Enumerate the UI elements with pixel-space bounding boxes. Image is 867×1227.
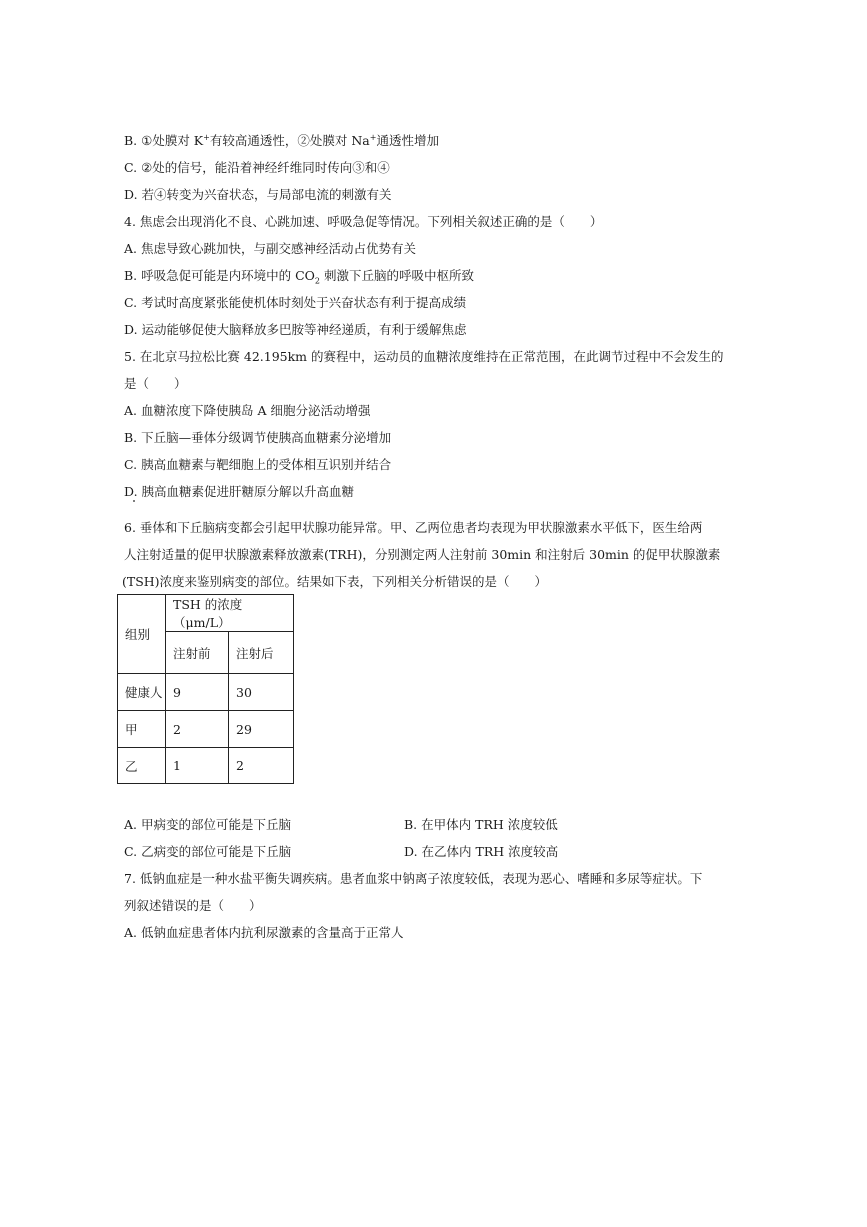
q3-option-b-sup-1: + — [203, 132, 210, 142]
q3-option-d: D. 若④转变为兴奋状态，与局部电流的刺激有关 — [124, 187, 392, 202]
q6-option-d: D. 在乙体内 TRH 浓度较高 — [404, 844, 559, 859]
q4-option-b-text-1: B. 呼吸急促可能是内环境中的 CO — [124, 268, 315, 283]
q7-stem-line-1: 7. 低钠血症是一种水盐平衡失调疾病。患者血浆中钠离子浓度较低，表现为恶心、嗜睡和多尿等症状。下 — [124, 871, 703, 886]
q5-option-a: A. 血糖浓度下降使胰岛 A 细胞分泌活动增强 — [124, 403, 371, 418]
q5-option-d: D. 胰高血糖素促进肝糖原分解以升高血糖 — [124, 484, 355, 499]
q6-option-b: B. 在甲体内 TRH 浓度较低 — [404, 817, 558, 832]
q6-option-a: A. 甲病变的部位可能是下丘脑 — [124, 817, 291, 832]
table-cell-before: 1 — [166, 748, 229, 784]
q4-option-d: D. 运动能够促使大脑释放多巴胺等神经递质，有利于缓解焦虑 — [124, 322, 467, 337]
q3-option-b-sup-2: + — [369, 132, 377, 142]
q4-option-c: C. 考试时高度紧张能使机体时刻处于兴奋状态有利于提高成绩 — [124, 295, 467, 310]
table-cell-group: 乙 — [118, 748, 166, 784]
q4-option-a: A. 焦虑导致心跳加快，与副交感神经活动占优势有关 — [124, 241, 416, 256]
q4-option-b-text-2: 刺激下丘脑的呼吸中枢所致 — [320, 268, 474, 283]
table-cell-after: 29 — [229, 711, 294, 748]
q5-stem-line-2: 是（ ） — [124, 376, 187, 391]
table-cell-after: 2 — [229, 748, 294, 784]
q5-option-c: C. 胰高血糖素与靶细胞上的受体相互识别并结合 — [124, 457, 392, 472]
table-cell-after: 30 — [229, 674, 294, 711]
q7-option-a: A. 低钠血症患者体内抗利尿激素的含量高于正常人 — [124, 925, 404, 940]
q5-option-b: B. 下丘脑—垂体分级调节使胰高血糖素分泌增加 — [124, 430, 392, 445]
table-header-after: 注射后 — [229, 632, 294, 674]
q3-option-b-text-1: B. ①处膜对 K — [124, 133, 204, 148]
q6-stem-line-1: 6. 垂体和下丘脑病变都会引起甲状腺功能异常。甲、乙两位患者均表现为甲状腺激素水平低下，医生给两 — [124, 520, 703, 535]
table-cell-group: 甲 — [118, 711, 166, 748]
q4-stem: 4. 焦虑会出现消化不良、心跳加速、呼吸急促等情况。下列相关叙述正确的是（ ） — [124, 214, 603, 229]
table-row — [118, 748, 294, 784]
table-header-group: 组别 — [118, 595, 166, 674]
table-header-tsh: TSH 的浓度（μm/L） — [166, 595, 294, 632]
tsh-table — [117, 594, 294, 784]
q6-stem-line-2: 人注射适量的促甲状腺激素释放激素(TRH)，分别测定两人注射前 30min 和注射后 30min 的促甲状腺激素 — [124, 547, 721, 562]
q4-option-b-sub: 2 — [314, 276, 321, 286]
stray-mark — [133, 500, 135, 502]
q3-option-b-text-3: 通透性增加 — [376, 133, 439, 148]
q6-option-c: C. 乙病变的部位可能是下丘脑 — [124, 844, 292, 859]
table-cell-before: 2 — [166, 711, 229, 748]
q3-option-b-text-2: 有较高通透性，②处膜对 Na — [209, 133, 370, 148]
q4-option-b — [124, 268, 474, 284]
table-row — [118, 674, 294, 711]
table-cell-group: 健康人 — [118, 674, 166, 711]
table-row — [118, 711, 294, 748]
q3-option-b — [124, 133, 439, 149]
table-header-before: 注射前 — [166, 632, 229, 674]
q5-stem-line-1: 5. 在北京马拉松比赛 42.195km 的赛程中，运动员的血糖浓度维持在正常范围，在此调节过程中不会发生的 — [124, 349, 724, 364]
q7-stem-line-2: 列叙述错误的是（ ） — [124, 898, 262, 913]
q3-option-c: C. ②处的信号，能沿着神经纤维同时传向③和④ — [124, 160, 390, 175]
q6-stem-line-3: (TSH)浓度来鉴别病变的部位。结果如下表，下列相关分析错误的是（ ） — [122, 574, 548, 589]
table-cell-before: 9 — [166, 674, 229, 711]
